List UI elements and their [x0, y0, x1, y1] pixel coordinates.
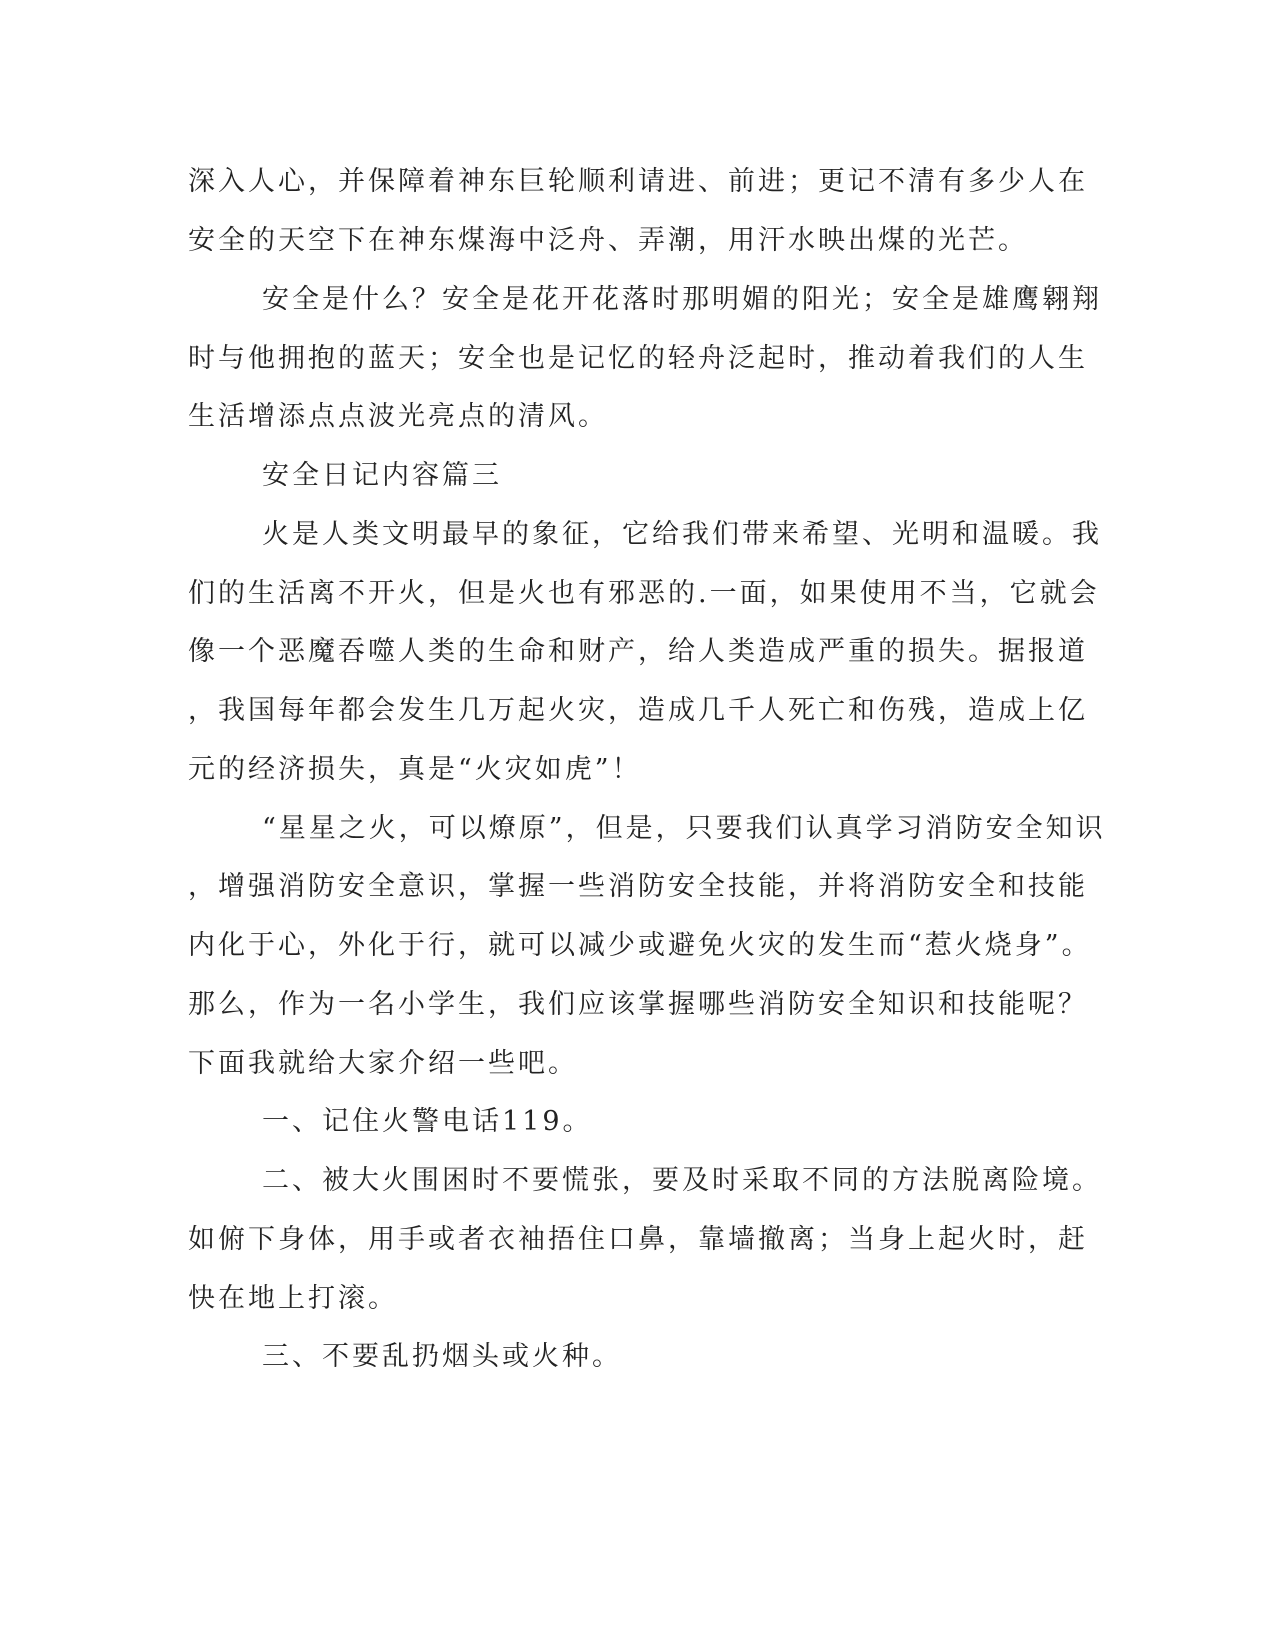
- text-line: 如俯下身体，用手或者衣袖捂住口鼻，靠墙撤离；当身上起火时，赶: [188, 1224, 1088, 1255]
- text-line: 快在地上打滚。: [188, 1283, 398, 1314]
- text-line: 下面我就给大家介绍一些吧。: [188, 1048, 578, 1079]
- text-line: 像一个恶魔吞噬人类的生命和财产，给人类造成严重的损失。据报道: [188, 636, 1088, 667]
- list-item: 三、不要乱扔烟头或火种。: [262, 1341, 622, 1372]
- text-line: 生活增添点点波光亮点的清风。: [188, 401, 608, 432]
- text-line: 安全的天空下在神东煤海中泛舟、弄潮，用汗水映出煤的光芒。: [188, 225, 1028, 256]
- text-line: 内化于心，外化于行，就可以减少或避免火灾的发生而“惹火烧身”。: [188, 930, 1092, 961]
- list-item: 一、记住火警电话119。: [262, 1106, 593, 1137]
- text-line: 深入人心，并保障着神东巨轮顺利请进、前进；更记不清有多少人在: [188, 166, 1088, 197]
- text-line: 时与他拥抱的蓝天；安全也是记忆的轻舟泛起时，推动着我们的人生: [188, 343, 1088, 374]
- paragraph-start-line: 火是人类文明最早的象征，它给我们带来希望、光明和温暖。我: [262, 519, 1102, 550]
- section-heading: 安全日记内容篇三: [262, 460, 502, 491]
- text-line: ，我国每年都会发生几万起火灾，造成几千人死亡和伤残，造成上亿: [188, 695, 1088, 726]
- list-item: 二、被大火围困时不要慌张，要及时采取不同的方法脱离险境。: [262, 1165, 1102, 1196]
- paragraph-start-line: “星星之火，可以燎原”，但是，只要我们认真学习消防安全知识: [262, 813, 1106, 844]
- paragraph-start-line: 安全是什么？安全是花开花落时那明媚的阳光；安全是雄鹰翱翔: [262, 284, 1102, 315]
- text-line: 元的经济损失，真是“火灾如虎”！: [188, 754, 642, 785]
- text-line: 们的生活离不开火，但是火也有邪恶的.一面，如果使用不当，它就会: [188, 578, 1100, 609]
- text-line: 那么，作为一名小学生，我们应该掌握哪些消防安全知识和技能呢？: [188, 989, 1088, 1020]
- text-line: ，增强消防安全意识，掌握一些消防安全技能，并将消防安全和技能: [188, 871, 1088, 902]
